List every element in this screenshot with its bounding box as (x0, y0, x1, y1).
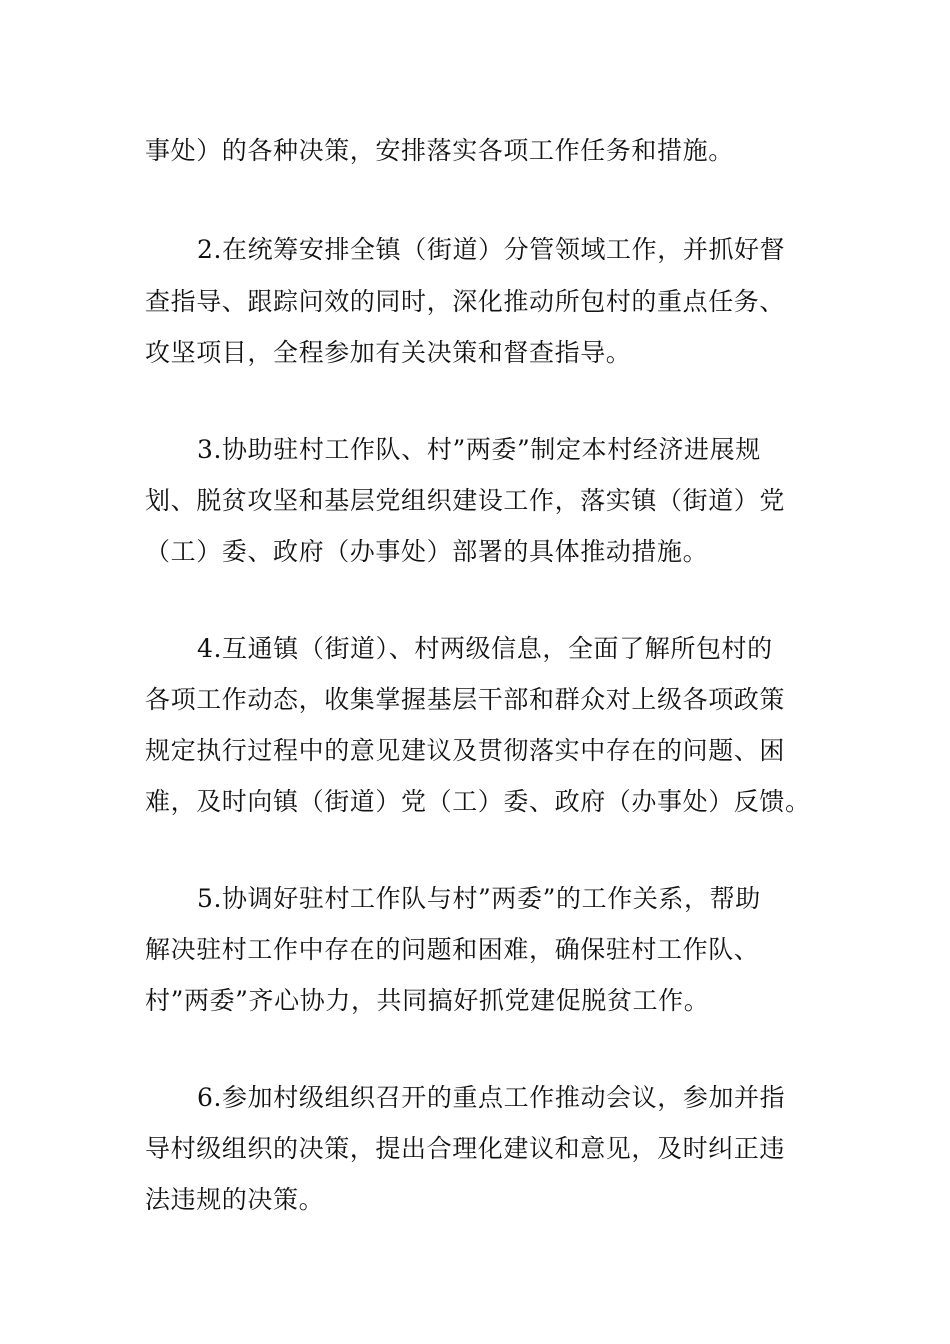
paragraph-4-line-3: 规定执行过程中的意见建议及贯彻落实中存在的问题、困 (145, 736, 786, 765)
paragraph-4-line-2: 各项工作动态，收集掌握基层干部和群众对上级各项政策 (145, 685, 786, 714)
paragraph-4-line-1: 4.互通镇（街道）、村两级信息，全面了解所包村的 (197, 634, 773, 663)
paragraph-0-line-1: 事处）的各种决策，安排落实各项工作任务和措施。 (145, 136, 734, 165)
paragraph-2-line-3: 攻坚项目，全程参加有关决策和督查指导。 (145, 338, 632, 367)
paragraph-5-line-1: 5.协调好驻村工作队与村”两委”的工作关系，帮助 (197, 884, 761, 913)
paragraph-6-line-3: 法违规的决策。 (145, 1185, 325, 1214)
paragraph-5-line-3: 村”两委”齐心协力，共同搞好抓党建促脱贫工作。 (145, 986, 710, 1015)
paragraph-2-line-1: 2.在统筹安排全镇（街道）分管领域工作，并抓好督 (197, 235, 786, 264)
paragraph-3-line-3: （工）委、政府（办事处）部署的具体推动措施。 (145, 537, 709, 566)
paragraph-6-line-2: 导村级组织的决策，提出合理化建议和意见，及时纠正违 (145, 1134, 786, 1163)
paragraph-3-line-2: 划、脱贫攻坚和基层党组织建设工作，落实镇（街道）党 (145, 486, 786, 515)
paragraph-3-line-1: 3.协助驻村工作队、村”两委”制定本村经济进展规 (197, 435, 761, 464)
paragraph-4-line-4: 难，及时向镇（街道）党（工）委、政府（办事处）反馈。 (145, 787, 811, 816)
paragraph-6-line-1: 6.参加村级组织召开的重点工作推动会议，参加并指 (197, 1083, 786, 1112)
paragraph-5-line-2: 解决驻村工作中存在的问题和困难，确保驻村工作队、 (145, 935, 760, 964)
paragraph-2-line-2: 查指导、跟踪问效的同时，深化推动所包村的重点任务、 (145, 287, 786, 316)
